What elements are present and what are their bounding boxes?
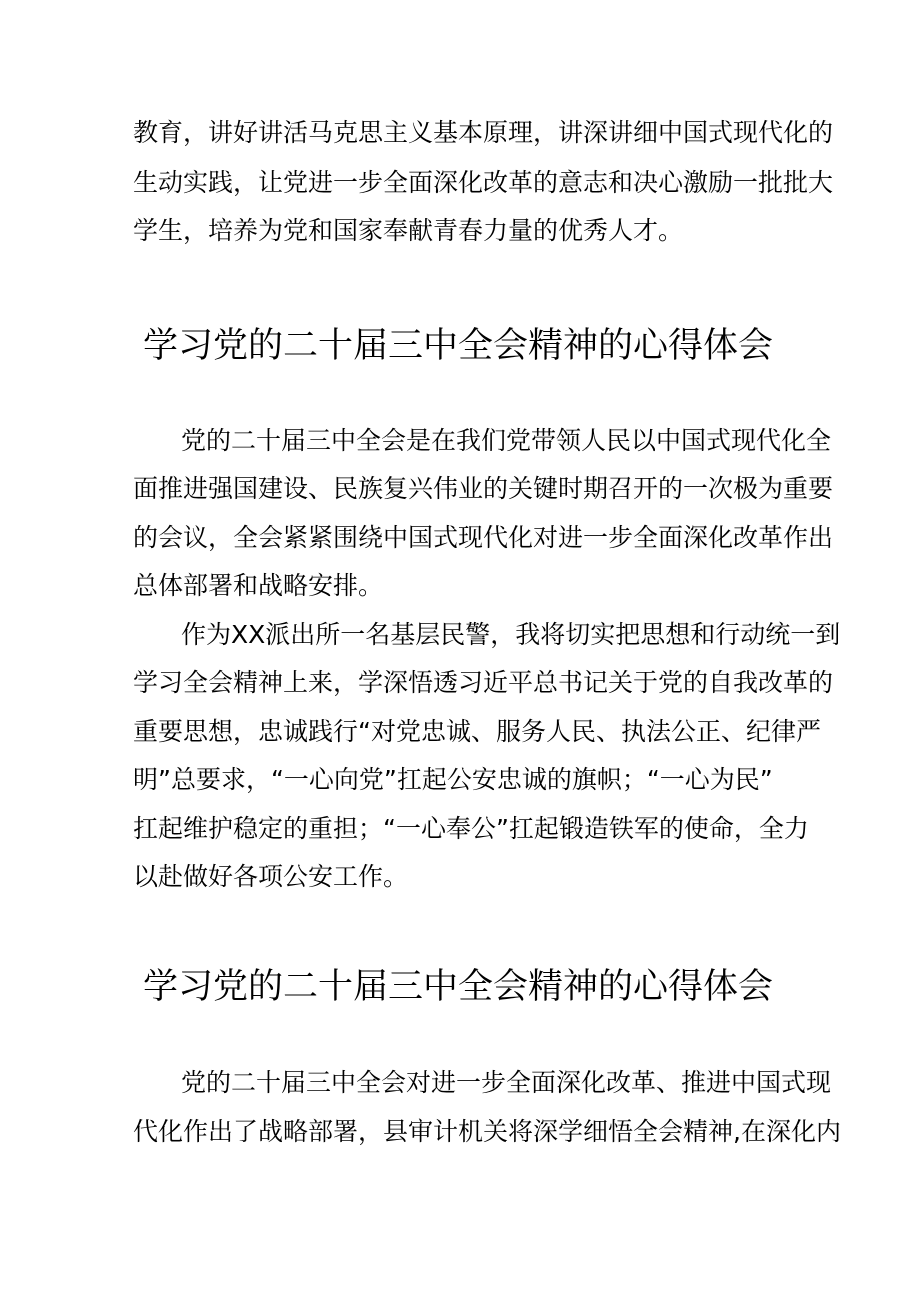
body-text-line: 明”总要求，“一心向党”扛起公安忠诚的旗帜；“一心为民” xyxy=(133,765,773,794)
body-text-line: 重要思想，忠诚践行“对党忠诚、服务人民、执法公正、纪律严 xyxy=(133,717,821,746)
body-text-line: 生动实践，让党进一步全面深化改革的意志和决心激励一批批大 xyxy=(133,168,834,197)
body-text-line: 总体部署和战略安排。 xyxy=(133,571,384,600)
body-text-line: 教育，讲好讲活马克思主义基本原理，讲深讲细中国式现代化的 xyxy=(133,118,834,147)
body-text-line: 党的二十届三中全会对进一步全面深化改革、推进中国式现 xyxy=(181,1068,832,1097)
body-text-line: 扛起维护稳定的重担；“一心奉公”扛起锻造铁军的使命，全力 xyxy=(133,814,809,843)
body-text-line: 以赴做好各项公安工作。 xyxy=(133,862,409,891)
body-text-line: 学习全会精神上来，学深悟透习近平总书记关于党的自我改革的 xyxy=(133,668,834,697)
body-text-line: 党的二十届三中全会是在我们党带领人民以中国式现代化全 xyxy=(181,426,832,455)
section-heading: 学习党的二十届三中全会精神的心得体会 xyxy=(143,967,774,1007)
body-text-line: 代化作出了战略部署，县审计机关将深学细悟全会精神,在深化内 xyxy=(133,1117,841,1146)
body-text-line: 学生，培养为党和国家奉献青春力量的优秀人才。 xyxy=(133,216,684,245)
body-text-line: 作为XX派出所一名基层民警，我将切实把思想和行动统一到 xyxy=(181,620,841,649)
body-text-line: 面推进强国建设、民族复兴伟业的关键时期召开的一次极为重要 xyxy=(133,474,834,503)
body-text-line: 的会议，全会紧紧围绕中国式现代化对进一步全面深化改革作出 xyxy=(133,523,834,552)
section-heading: 学习党的二十届三中全会精神的心得体会 xyxy=(143,326,774,366)
